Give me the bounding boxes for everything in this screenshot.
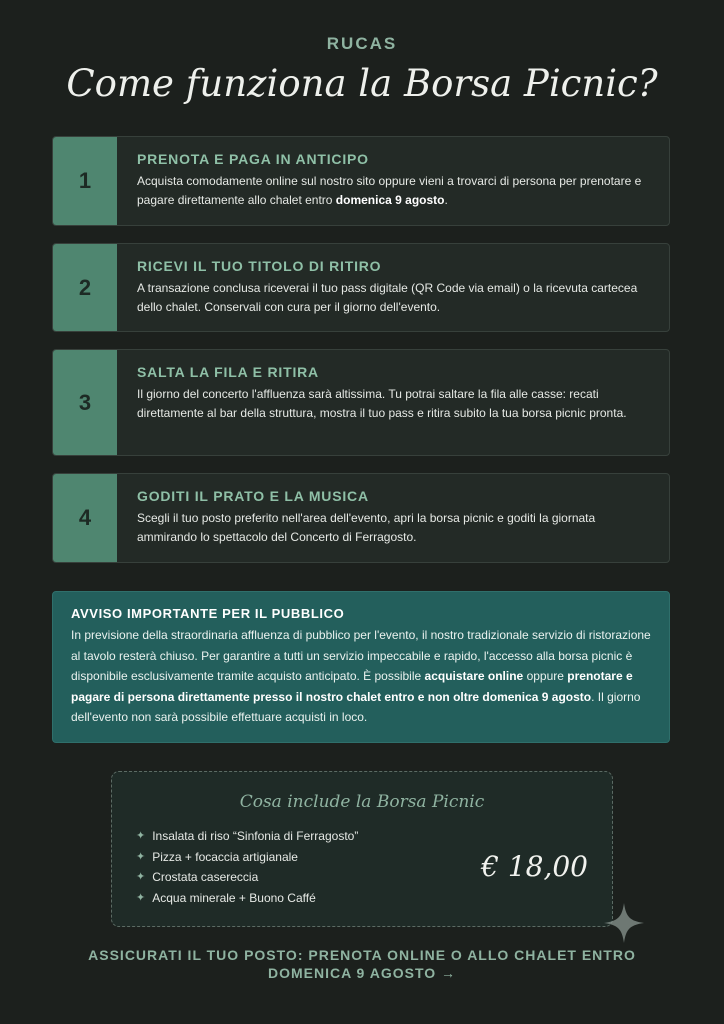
step-number: 3 <box>53 350 117 455</box>
price: € 18,00 <box>481 850 588 883</box>
step-card-1 <box>52 136 670 226</box>
list-item: ✦ Crostata casereccia <box>136 867 358 888</box>
step-number: 2 <box>53 244 117 331</box>
four-point-star-icon: ✦ <box>136 850 146 863</box>
list-item: ✦ Insalata di riso “Sinfonia di Ferragosto” <box>136 826 358 847</box>
step-title: RICEVI IL TUO TITOLO DI RITIRO <box>137 258 382 274</box>
call-to-action[interactable]: ASSICURATI IL TUO POSTO: PRENOTA ONLINE O ALLO CHALET ENTRO DOMENICA 9 AGOSTO → <box>88 947 636 981</box>
four-point-star-icon: ✦ <box>136 871 146 883</box>
important-notice <box>52 591 670 743</box>
includes-list <box>136 826 358 908</box>
page-title: Come funziona la Borsa Picnic? <box>66 62 658 105</box>
includes-title: Cosa include la Borsa Picnic <box>239 792 485 812</box>
step-title: SALTA LA FILA E RITIRA <box>137 364 319 380</box>
deadline-highlight: domenica 9 agosto <box>335 193 445 207</box>
four-point-star-icon: ✦ <box>136 830 146 842</box>
list-item: ✦ Acqua minerale + Buono Caffé <box>136 888 358 909</box>
step-card-2 <box>52 243 670 332</box>
step-number: 1 <box>53 137 117 225</box>
step-title: PRENOTA E PAGA IN ANTICIPO <box>137 151 369 167</box>
step-description: A transazione conclusa riceverai il tuo pass digitale (QR Code via email) o la ricevuta cartecea dello chalet. Conservali con cura per il giorno dell'evento. <box>137 281 638 314</box>
notice-title: AVVISO IMPORTANTE PER IL PUBBLICO <box>71 606 345 621</box>
sparkle-icon <box>603 902 645 944</box>
four-point-star-icon: ✦ <box>136 891 146 904</box>
list-item: ✦ Pizza + focaccia artigianale <box>136 847 358 868</box>
brand-name: RUCAS <box>326 34 398 53</box>
step-title: GODITI IL PRATO E LA MUSICA <box>137 488 369 504</box>
step-description: Acquista comodamente online sul nostro sito oppure vieni a trovarci di persona per prenotare e pagare direttamente allo chalet entro domenica 9 agosto. <box>137 174 642 207</box>
includes-box <box>111 771 613 927</box>
notice-text: In previsione della straordinaria affluenza di pubblico per l'evento, il nostro tradizionale servizio di ristorazione al tavolo resterà chiuso. Per garantire a tutti un servizio impeccabile e rapido, l'accesso alla borsa picnic è disponibile esclusivamente tramite acquisto anticipato. È possibile acquistare online oppure prenotare e pagare di persona direttamente presso il nostro chalet entro e non oltre domenica 9 agosto. Il giorno dell'evento non sarà possibile effettuare acquisti in loco. <box>71 628 651 724</box>
step-number: 4 <box>53 474 117 562</box>
step-description: Scegli il tuo posto preferito nell'area dell'evento, apri la borsa picnic e goditi la giornata ammirando lo spettacolo del Concerto di Ferragosto. <box>137 511 596 544</box>
step-card-4 <box>52 473 670 563</box>
step-card-3 <box>52 349 670 456</box>
step-description: Il giorno del concerto l'affluenza sarà altissima. Tu potrai saltare la fila alle casse: recati direttamente al bar della struttura, mostra il tuo pass e ritira subito la tua borsa picnic pronta. <box>137 387 627 420</box>
